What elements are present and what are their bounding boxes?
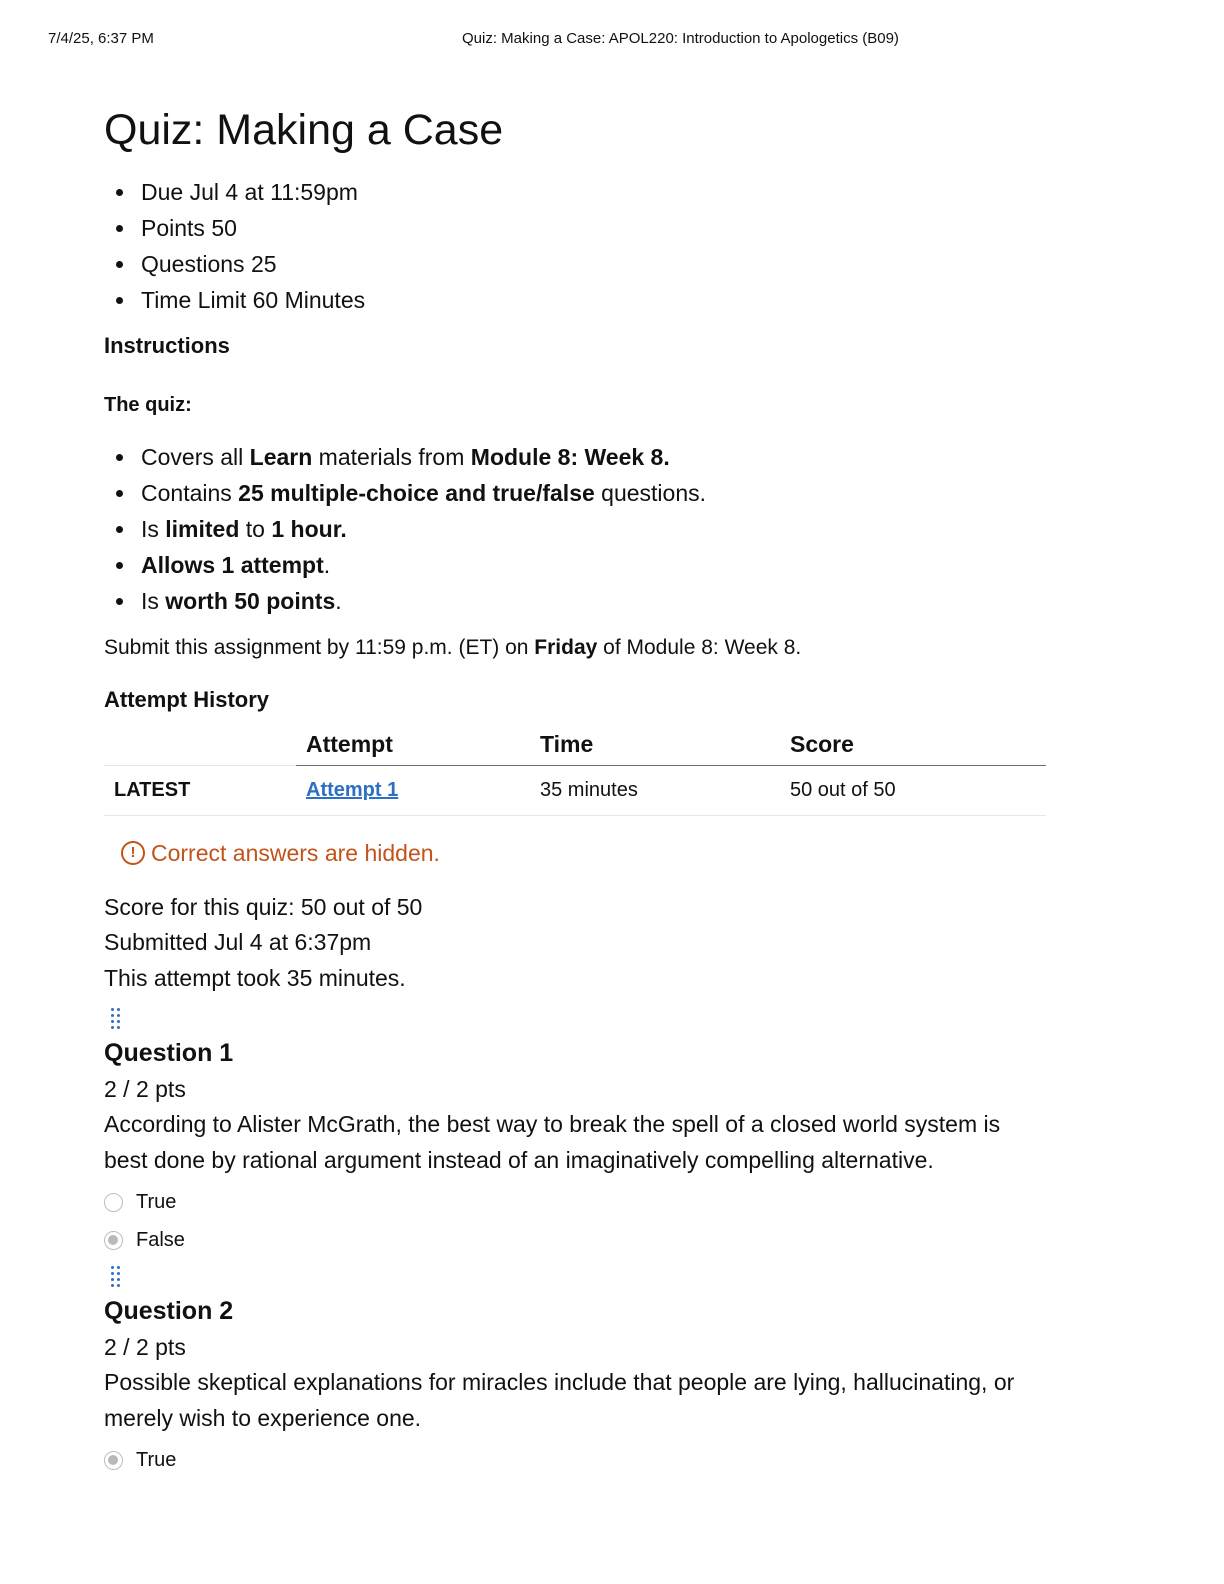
print-date: 7/4/25, 6:37 PM [48,30,154,47]
submit-note-before: Submit this assignment by 11:59 p.m. (ET) on [104,636,535,659]
instruction-item [104,583,1049,619]
attempt-1-link[interactable]: Attempt 1 [306,778,399,801]
question-text: Possible skeptical explanations for miracles include that people are lying, hallucinating, or merely wish to experience one. [104,1369,1015,1431]
drag-handle-icon[interactable] [109,1264,123,1288]
instruction-emphasis: Module 8: Week 8. [470,444,670,470]
score-line: Score for this quiz: 50 out of 50 [104,893,423,920]
answer-label: True [136,1191,177,1213]
quiz-detail-due: Due Jul 4 at 11:59pm [104,174,1049,210]
answer-option-false[interactable] [104,1226,1049,1254]
submit-note [104,633,1049,663]
radio-button[interactable] [104,1193,123,1212]
instruction-text: questions. [594,480,707,506]
answer-label: False [136,1229,185,1251]
question-1 [104,1006,1049,1254]
attempt-history-heading: Attempt History [104,687,270,712]
attempt-cell [296,765,530,815]
drag-handle-icon[interactable] [109,1006,123,1030]
answer-option-true[interactable] [104,1446,1049,1474]
instructions-subheading: The quiz: [104,394,192,416]
quiz-content [104,104,1049,1474]
attempt-label: LATEST [104,765,296,815]
instruction-text: Contains [141,480,239,506]
question-points: 2 / 2 pts [104,1076,186,1102]
question-points: 2 / 2 pts [104,1334,186,1360]
instructions-heading: Instructions [104,333,230,358]
quiz-detail-points: Points 50 [104,210,1049,246]
question-title: Question 1 [104,1039,234,1067]
attempt-history-table [104,725,1046,816]
instruction-text: materials from [312,444,471,470]
instruction-item [104,439,1049,475]
instruction-emphasis: 1 hour. [271,516,347,542]
instruction-text: Is [141,516,166,542]
radio-button-selected[interactable] [104,1451,123,1470]
table-header-row [104,725,1046,765]
instruction-text: . [335,588,342,614]
table-row [104,765,1046,815]
notice-text: Correct answers are hidden. [151,839,440,866]
instruction-item [104,475,1049,511]
instruction-item [104,547,1049,583]
instructions-list [104,439,1049,619]
radio-button-selected[interactable] [104,1231,123,1250]
table-header-score: Score [780,725,1046,765]
instruction-emphasis: Learn [249,444,313,470]
question-title: Question 2 [104,1297,234,1325]
instruction-emphasis: worth 50 points [165,588,336,614]
submit-note-after: of Module 8: Week 8. [597,636,802,659]
table-header-blank [104,725,296,765]
instruction-emphasis: Allows 1 attempt [141,552,324,578]
exclamation-circle-icon: ! [121,841,145,865]
quiz-detail-time-limit: Time Limit 60 Minutes [104,282,1049,318]
quiz-detail-questions: Questions 25 [104,246,1049,282]
instruction-text: to [239,516,272,542]
instruction-text: . [323,552,331,578]
instruction-emphasis: 25 multiple-choice and true/false [238,480,595,506]
page-title: Quiz: Making a Case [104,106,504,154]
question-text: According to Alister McGrath, the best way to break the spell of a closed world system is best done by rational argument instead of an imaginatively compelling alternative. [104,1111,1001,1173]
print-header [0,30,1224,50]
score-summary [104,890,1049,997]
table-header-attempt: Attempt [296,725,530,765]
submit-note-day: Friday [534,636,598,659]
instruction-item [104,511,1049,547]
question-2 [104,1264,1049,1474]
answer-option-true[interactable] [104,1188,1049,1216]
submitted-line: Submitted Jul 4 at 6:37pm [104,929,372,955]
table-header-time: Time [530,725,780,765]
attempt-time: 35 minutes [530,765,780,815]
attempt-score: 50 out of 50 [780,765,1046,815]
duration-line: This attempt took 35 minutes. [104,964,406,991]
instruction-text: Is [141,588,166,614]
quiz-details [104,174,1049,318]
answer-label: True [136,1449,177,1471]
correct-answers-hidden-notice [121,838,1049,868]
instruction-text: Covers all [141,444,250,470]
instruction-emphasis: limited [165,516,240,542]
print-title: Quiz: Making a Case: APOL220: Introduction to Apologetics (B09) [462,30,899,47]
